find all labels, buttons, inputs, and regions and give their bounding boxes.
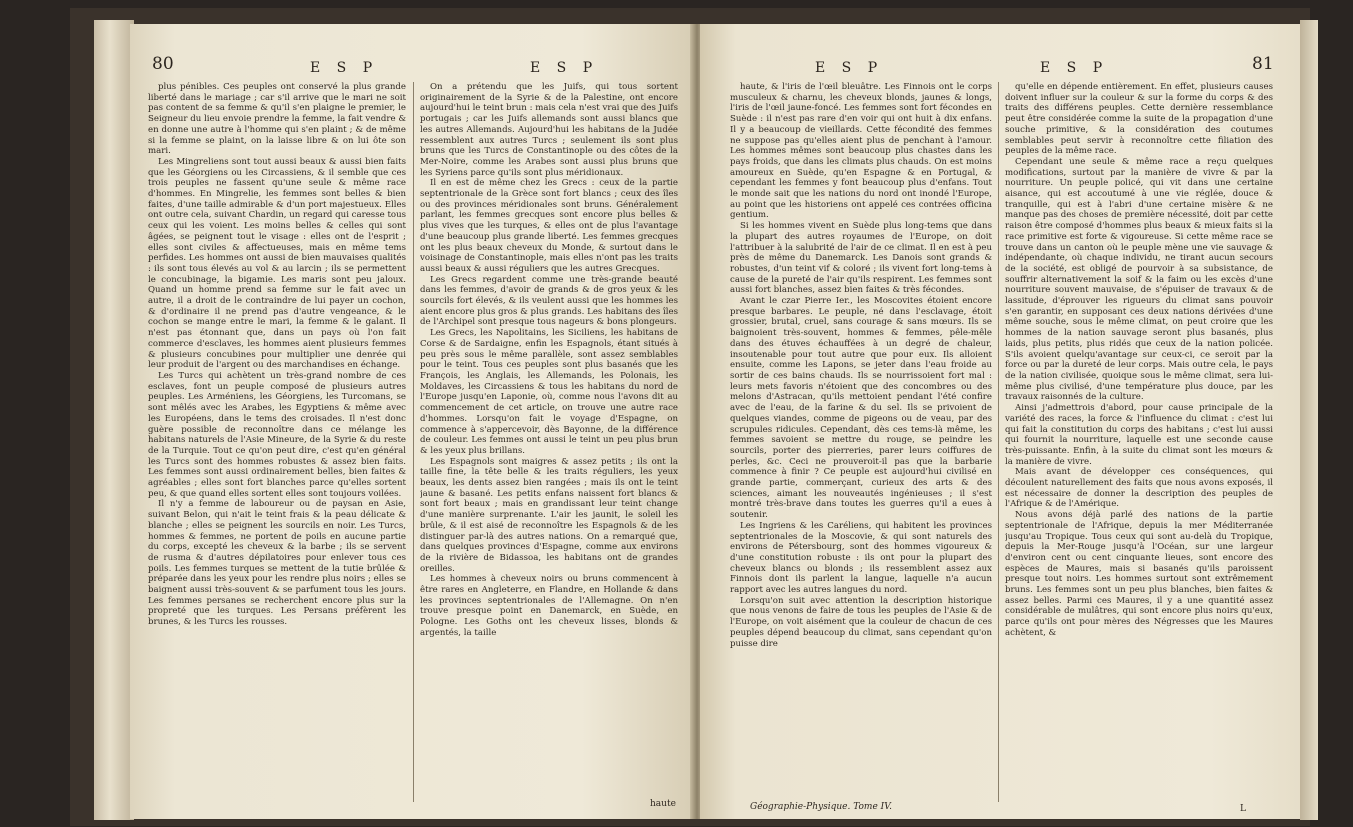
running-header-right-1: E S P <box>815 60 884 76</box>
paragraph: qu'elle en dépende entièrement. En effet, plusieurs causes doivent influer sur la couleur & sur la forme du corps & des traits des différens peuples. Cette dernière ressemblance peut être considérée comme la suite de la propagation d'une souche primitive, & la considération des coutumes semblables peut servir à reconnoître cette filiation des peuples de la même race. <box>1005 82 1273 157</box>
page-number-right: 81 <box>1252 54 1274 74</box>
paragraph: Les Mingreliens sont tout aussi beaux & aussi bien faits que les Géorgiens ou les Circassiens, & il semble que ces trois peuples ne fassent qu'une seule & même race d'hommes. En Mingrelie, les femmes sont belles & bien faites, d'une taille admirable & d'un port majestueux. Elles ont outre cela, suivant Chardin, un regard qui caresse tous ceux qui les voient. Les moins belles & celles qui sont âgées, se peignent tout le visage : elles ont de l'esprit ; elles sont civiles & affectueuses, mais en même tems perfides. Les hommes ont aussi de bien mauvaises qualités : ils sont tous élevés au vol & au larcin ; ils se permettent le concubinage, la bigamie. Les maris sont peu jaloux. Quand un homme prend sa femme sur le fait avec un autre, il a droit de le contraindre de lui payer un cochon, & d'ordinaire il ne prend pas d'autre vengeance, & le cochon se mange entre le mari, la femme & le galant. Il n'est pas étonnant que, dans un pays où l'on fait commerce d'esclaves, les hommes aient plusieurs femmes & plusieurs concubines pour multiplier une denrée qui leur produit de l'argent ou des marchandises en échange. <box>148 156 406 371</box>
left-column-1 <box>148 82 406 812</box>
page-number-left: 80 <box>152 54 174 74</box>
right-column-2 <box>1005 82 1273 800</box>
right-column-1 <box>730 82 992 800</box>
left-page <box>130 24 695 819</box>
running-header-left-2: E S P <box>530 60 599 76</box>
right-page <box>700 24 1300 819</box>
running-header-left-1: E S P <box>310 60 379 76</box>
paragraph: Les Turcs qui achètent un très-grand nombre de ces esclaves, font un peuple composé de plusieurs autres peuples. Les Arméniens, les Géorgiens, les Turcomans, se sont mêlés avec les Arabes, les Egyptiens & même avec les Européens, dans le tems des croisades. Il n'est donc guère possible de reconnoître dans ce mélange les habitans naturels de l'Asie Mineure, de la Syrie & du reste de la Turquie. Tout ce qu'on peut dire, c'est qu'en général les Turcs sont des hommes robustes & assez bien faits. Les femmes sont aussi ordinairement belles, bien faites & agréables ; elles sont fort blanches parce qu'elles sortent peu, & que quand elles sortent elles sont toujours voilées. <box>148 370 406 499</box>
paragraph: Nous avons déjà parlé des nations de la partie septentrionale de l'Afrique, depuis la mer Méditerranée jusqu'au Tropique. Tous ceux qui sont au-delà du Tropique, depuis la Mer-Rouge jusqu'à l'Océan, sur une largeur d'environ cent ou cent cinquante lieues, sont encore des espèces de Maures, mais si basanés qu'ils paroissent presque tout noirs. Les hommes surtout sont extrêmement bruns. Les femmes sont un peu plus blanches, bien faites & assez belles. Parmi ces Maures, il y a une quantité assez considérable de mulâtres, qui sont encore plus noirs qu'eux, parce qu'ils ont pour mères des Négresses que les Maures achètent, & <box>1005 510 1273 638</box>
paragraph: Les Grecs, les Napolitains, les Siciliens, les habitans de Corse & de Sardaigne, enfin les Espagnols, étant situés à peu près sous le même parallèle, sont assez semblables pour le teint. Tous ces peuples sont plus basanés que les François, les Anglais, les Allemands, les Polonais, les Moldaves, les Circassiens & tous les habitans du nord de l'Europe jusqu'en Laponie, où, comme nous l'avons dit au commencement de cet article, on trouve une autre race d'hommes. Lorsqu'on fait le voyage d'Espagne, on commence à s'appercevoir, dès Bayonne, de la différence de couleur. Les femmes ont aussi le teint un peu plus brun & les yeux plus brillans. <box>420 328 678 456</box>
paragraph: Ainsi j'admettrois d'abord, pour cause principale de la variété des races, la force & l'influence du climat : c'est lui qui fait la constitution du corps des habitans ; c'est lui aussi qui fournit la nourriture, laquelle est une seconde cause très-puissante. Enfin, à la suite du climat sont les mœurs & la manière de vivre. <box>1005 403 1273 467</box>
page-edges-right <box>1300 20 1318 820</box>
paragraph: Il n'y a femme de laboureur ou de paysan en Asie, suivant Belon, qui n'ait le teint frais & la peau délicate & blanche ; elles se peignent les sourcils en noir. Les Turcs, hommes & femmes, ne portent de poils en aucune partie du corps, excepté les cheveux & la barbe ; ils se servent de rusma & d'autres dépilatoires pour enlever tous ces poils. Les femmes turques se mettent de la tutie brûlée & préparée dans les yeux pour les rendre plus noirs ; elles se baignent aussi très-souvent & se parfument tous les jours. Les femmes persanes se recherchent encore plus sur la propreté que les turques. Les Persans préfèrent les brunes, & les Turcs les rousses. <box>148 499 406 628</box>
paragraph: Mais avant de développer ces conséquences, qui découlent naturellement des faits que nous avons exposés, il est nécessaire de donner la description des peuples de l'Afrique & de l'Amérique. <box>1005 467 1273 510</box>
catchword: haute <box>650 799 676 809</box>
paragraph: plus pénibles. Ces peuples ont conservé la plus grande liberté dans le mariage ; car s'il arrive que le mari ne soit pas content de sa femme & qu'il s'en plaigne le premier, le Seigneur du lieu envoie prendre la femme, la fait vendre & en donne une autre à l'homme qui s'en plaint ; & de même si la femme se plaint, on la laisse libre & on lui ôte son mari. <box>148 82 406 157</box>
paragraph: Les hommes à cheveux noirs ou bruns commencent à être rares en Angleterre, en Flandre, en Hollande & dans les provinces septentrionales de l'Allemagne. On n'en trouve presque point en Danemarck, en Suède, en Pologne. Les Goths ont les cheveux lisses, blonds & argentés, la taille <box>420 574 678 638</box>
paragraph: On a prétendu que les Juifs, qui tous sortent originairement de la Syrie & de la Palestine, ont encore aujourd'hui le teint brun : mais cela n'est vrai que des Juifs portugais ; car les Juifs allemands sont aussi blancs que les autres Allemands. Aujourd'hui les habitans de la Judée ressemblent aux autres Turcs ; seulement ils sont plus bruns que les Turcs de Constantinople ou des côtes de la Mer-Noire, comme les Arabes sont aussi plus bruns que les Syriens parce qu'ils sont plus méridionaux. <box>420 82 678 178</box>
paragraph: haute, & l'iris de l'œil bleuâtre. Les Finnois ont le corps musculeux & charnu, les cheveux blonds, jaunes & longs, l'iris de l'œil jaune-foncé. Les femmes sont fort fécondes en Suède : il n'est pas rare d'en voir qui ont huit à dix enfans. Il y a beaucoup de vieillards. Cette fécondité des femmes ne suppose pas qu'elles aient plus de penchant à l'amour. Les hommes mêmes sont beaucoup plus chastes dans les pays froids, que dans les climats plus chauds. On est moins amoureux en Suède, qu'en Espagne & en Portugal, & cependant les femmes y font beaucoup plus d'enfans. Tout le monde sait que les nations du nord ont inondé l'Europe, au point que les historiens ont appelé ces contrées officina gentium. <box>730 82 992 221</box>
column-rule <box>413 82 414 802</box>
signature-mark: L <box>1240 804 1246 814</box>
paragraph: Les Espagnols sont maigres & assez petits ; ils ont la taille fine, la tête belle & les traits réguliers, les yeux beaux, les dents assez bien rangées ; mais ils ont le teint jaune & basané. Les petits enfans naissent fort blancs & sont fort beaux ; mais en grandissant leur teint change d'une manière surprenante. L'air les jaunit, le soleil les brûle, & il est aisé de reconnoître les Espagnols & de les distinguer par-là des autres nations. On a remarqué que, dans quelques provinces d'Espagne, comme aux environs de la rivière de Bidassoa, les habitans ont de grandes oreilles. <box>420 456 678 574</box>
page-edges-left <box>94 20 134 820</box>
paragraph: Avant le czar Pierre Ier., les Moscovites étoient encore presque barbares. Le peuple, né dans l'esclavage, étoit grossier, brutal, cruel, sans courage & sans mœurs. Ils se baignoient très-souvent, hommes & femmes, pêle-mêle dans des étuves échauffées à un degré de chaleur, insoutenable pour tout autre que pour eux. Ils alloient ensuite, comme les Lapons, se jeter dans l'eau froide au sortir de ces bains chauds. Ils se nourrissoient fort mal : leurs mets favoris n'étoient que des concombres ou des melons d'Astracan, qu'ils mettoient pendant l'été confire avec de l'eau, de la farine & du sel. Ils se privoient de quelques viandes, comme de pigeons ou de veau, par des scrupules ridicules. Cependant, dès ces tems-là même, les femmes savoient se mettre du rouge, se peindre les sourcils, porter des pierreries, parer leurs coiffures de perles, &c. Ceci ne prouveroit-il pas que la barbarie commence à finir ? Ce peuple est aujourd'hui civilisé en grande partie, commerçant, curieux des arts & des sciences, aimant les nouveautés ingénieuses ; il s'est montré très-brave dans toutes les guerres qu'il a eues à soutenir. <box>730 296 992 521</box>
paragraph: Cependant une seule & même race a reçu quelques modifications, surtout par la manière de vivre & par la nourriture. Un peuple policé, qui vit dans une certaine aisance, qui est accoutumé à une vie réglée, douce & tranquille, qui est à l'abri d'une certaine misère & ne manque pas des choses de première nécessité, doit par cette raison être composé d'hommes plus beaux & mieux faits si la race primitive est forte & vigoureuse. Si cette même race se trouve dans un canton où le peuple mène une vie sauvage & indépendante, où chaque individu, ne tirant aucun secours de la société, est obligé de pourvoir à sa subsistance, de souffrir alternativement la soif & la faim ou les excès d'une nourriture souvent mauvaise, de s'épuiser de travaux & de lassitude, d'éprouver les rigueurs du climat sans pouvoir s'en garantir, en supposant ces deux nations dérivées d'une même souche, sous le même climat, on peut croire que les hommes de la nation sauvage seront plus basanés, plus laids, plus petits, plus ridés que ceux de la nation policée. S'ils avoient quelqu'avantage sur ceux-ci, ce seroit par la force ou par la dureté de leur corps. Mais outre cela, le pays de la nation civilisée, quoique sous le même climat, sera lui-même plus civilisé, d'une température plus douce, par les travaux raisonnés de la culture. <box>1005 156 1273 403</box>
running-header-right-2: E S P <box>1040 60 1109 76</box>
column-rule <box>998 82 999 802</box>
paragraph: Les Ingriens & les Caréliens, qui habitent les provinces septentrionales de la Moscovie, & qui sont naturels des environs de Pétersbourg, sont des hommes vigoureux & d'une constitution robuste : ils ont pour la plupart des cheveux blancs ou blonds ; ils ressemblent assez aux Finnois dont ils parlent la langue, laquelle n'a aucun rapport avec les autres langues du nord. <box>730 520 992 596</box>
paragraph: Si les hommes vivent en Suède plus long-tems que dans la plupart des autres royaumes de l'Europe, on doit l'attribuer à la salubrité de l'air de ce climat. Il en est à peu près de même du Danemarck. Les Danois sont grands & robustes, d'un teint vif & coloré ; ils vivent fort long-tems à cause de la pureté de l'air qu'ils respirent. Les femmes sont aussi fort blanches, assez bien faites & très fécondes. <box>730 221 992 296</box>
footer-title: Géographie-Physique. Tome IV. <box>750 802 892 812</box>
paragraph: Lorsqu'on suit avec attention la description historique que nous venons de faire de tous les peuples de l'Asie & de l'Europe, on voit aisément que la couleur de chacun de ces peuples dépend beaucoup du climat, sans cependant qu'on puisse dire <box>730 595 992 649</box>
paragraph: Il en est de même chez les Grecs : ceux de la partie septentrionale de la Grèce sont fort blancs ; ceux des îles ou des provinces méridionales sont bruns. Généralement parlant, les femmes grecques sont encore plus belles & plus vives que les turques, & elles ont de plus l'avantage d'une beaucoup plus grande liberté. Les femmes grecques ont les plus beaux cheveux du Monde, & surtout dans le voisinage de Constantinople, mais elles n'ont pas les traits aussi beaux & aussi réguliers que les autres Grecques. <box>420 178 678 274</box>
paragraph: Les Grecs regardent comme une très-grande beauté dans les femmes, d'avoir de grands & de gros yeux & les sourcils fort élevés, & ils veulent aussi que les hommes les aient encore plus gros & plus grands. Les habitans des îles de l'Archipel sont presque tous nageurs & bons plongeurs. <box>420 274 678 328</box>
left-column-2 <box>420 82 678 812</box>
